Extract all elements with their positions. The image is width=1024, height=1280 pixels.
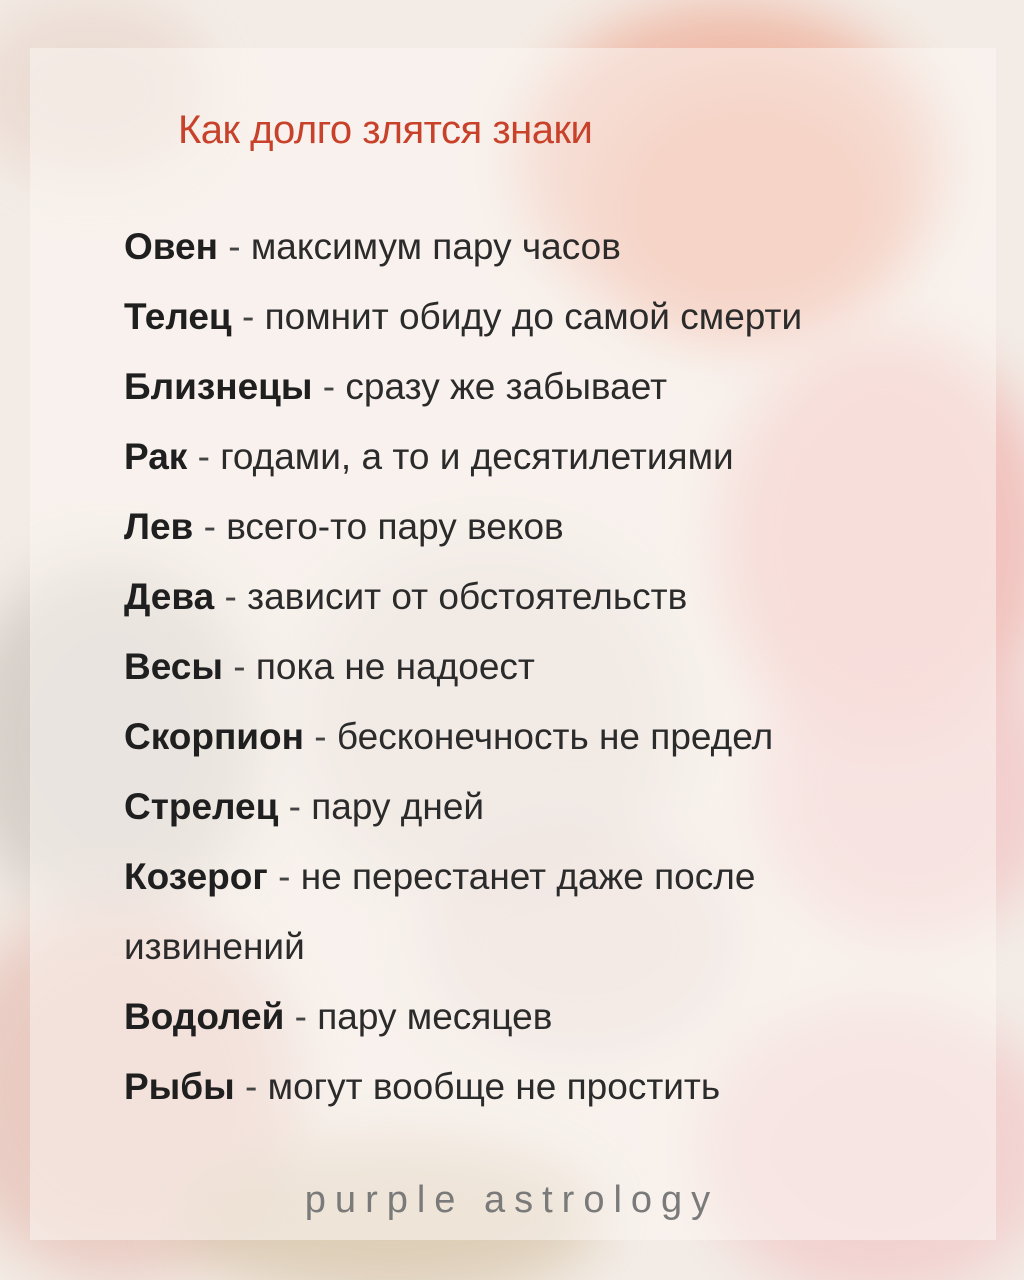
- list-item-libra: [124, 632, 984, 702]
- separator: -: [245, 1066, 258, 1107]
- sign-text: пару дней: [311, 786, 485, 827]
- sign-text: максимум пару часов: [250, 226, 621, 267]
- separator: -: [314, 716, 327, 757]
- separator: -: [224, 576, 237, 617]
- sign-name: Телец: [124, 296, 232, 337]
- sign-name: Скорпион: [124, 716, 304, 757]
- sign-text: пару месяцев: [317, 996, 553, 1037]
- sign-name: Близнецы: [124, 366, 313, 407]
- list-item-aquarius: [124, 982, 984, 1052]
- list-item-cancer: [124, 422, 984, 492]
- sign-text: зависит от обстоятельств: [247, 576, 688, 617]
- list-item-gemini: [124, 352, 984, 422]
- sign-name: Стрелец: [124, 786, 279, 827]
- sign-text: бесконечность не предел: [336, 716, 774, 757]
- brand-footer: purple astrology: [304, 1179, 720, 1221]
- separator: -: [288, 786, 301, 827]
- page-title: Как долго злятся знаки: [178, 108, 593, 152]
- list-item-scorpio: [124, 702, 984, 772]
- separator: -: [294, 996, 307, 1037]
- list-item-virgo: [124, 562, 984, 632]
- separator: -: [203, 506, 216, 547]
- sign-text: не перестанет даже после извинений: [124, 856, 756, 967]
- sign-name: Лев: [124, 506, 194, 547]
- sign-name: Дева: [124, 576, 215, 617]
- sign-name: Козерог: [124, 856, 268, 897]
- list-item-taurus: [124, 282, 984, 352]
- list-item-sagittarius: [124, 772, 984, 842]
- list-item-aries: [124, 212, 984, 282]
- sign-text: сразу же забывает: [345, 366, 668, 407]
- separator: -: [322, 366, 336, 407]
- separator: -: [241, 296, 255, 337]
- sign-name: Рыбы: [124, 1066, 235, 1107]
- sign-text: могут вообще не простить: [267, 1066, 721, 1107]
- sign-text: годами, а то и десятилетиями: [220, 436, 734, 477]
- zodiac-list: [124, 212, 984, 1122]
- separator: -: [278, 856, 291, 897]
- sign-name: Весы: [124, 646, 223, 687]
- separator: -: [233, 646, 246, 687]
- separator: -: [228, 226, 241, 267]
- sign-name: Овен: [124, 226, 218, 267]
- list-item-pisces: [124, 1052, 984, 1122]
- list-item-leo: [124, 492, 984, 562]
- separator: -: [197, 436, 210, 477]
- sign-name: Водолей: [124, 996, 285, 1037]
- sign-name: Рак: [124, 436, 188, 477]
- sign-text: помнит обиду до самой смерти: [264, 296, 803, 337]
- sign-text: всего-то пару веков: [226, 506, 564, 547]
- sign-text: пока не надоест: [255, 646, 535, 687]
- list-item-capricorn: [124, 842, 884, 982]
